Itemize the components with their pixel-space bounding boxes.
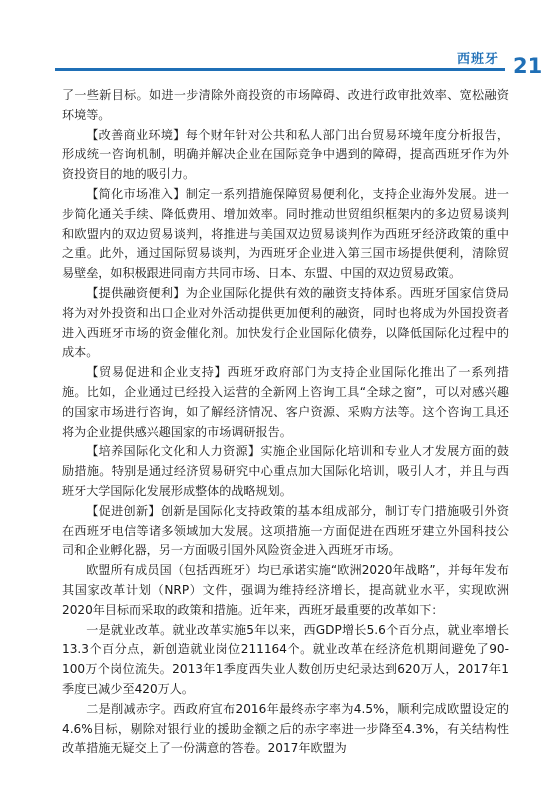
paragraph: 了一些新目标。如进一步清除外商投资的市场障碍、改进行政审批效率、宽松融资环境等。 xyxy=(62,88,509,122)
page-number: 21 xyxy=(513,54,543,78)
header-rule xyxy=(55,68,505,71)
page-header xyxy=(0,0,559,84)
paragraph: 【改善商业环境】每个财年针对公共和私人部门出台贸易环境年度分析报告，形成统一咨询机制，明确并解决企业在国际竞争中遇到的障碍，提高西班牙作为外资投资目的地的吸引力。 xyxy=(62,127,509,182)
section-title: 西班牙 xyxy=(456,52,499,67)
body-text xyxy=(62,86,509,759)
paragraph: 【培养国际化文化和人力资源】实施企业国际化培训和专业人才发展方面的鼓励措施。特别是通过经济贸易研究中心重点加大国际化培训，吸引人才，并且与西班牙大学国际化发展形成整体的战略规划。 xyxy=(62,444,509,498)
paragraph: 【提供融资便利】为企业国际化提供有效的融资支持体系。西班牙国家信贷局将为对外投资和出口企业对外活动提供更加便利的融资，同时也将成为外国投资者进入西班牙市场的资金催化剂。加快发行企业国际化债券，以降低国际化过程中的成本。 xyxy=(62,285,509,360)
paragraph: 【促进创新】创新是国际化支持政策的基本组成部分，制订专门措施吸引外资在西班牙电信等诸多领域加大发展。这项措施一方面促进在西班牙建立外国科技公司和企业孵化器，另一方面吸引国外风险资金进入西班牙市场。 xyxy=(62,503,509,558)
paragraph: 二是削减赤字。西政府宣布2016年最终赤字率为4.5%，顺利完成欧盟设定的4.6%目标，剔除对银行业的援助金额之后的赤字率进一步降至4.3%，有关结构性改革措施无疑交上了一份满意的答卷。2017年欧盟为 xyxy=(62,701,509,756)
paragraph: 【贸易促进和企业支持】西班牙政府部门为支持企业国际化推出了一系列措施。比如，企业通过已经投入运营的全新网上咨询工具“全球之窗”，可以对感兴趣的国家市场进行咨询，如了解经济情况、客户资源、采购方法等。这个咨询工具还将为企业提供感兴趣国家的市场调研报告。 xyxy=(62,365,509,439)
paragraph: 一是就业改革。就业改革实施5年以来，西GDP增长5.6个百分点，就业率增长13.3个百分点，新创造就业岗位211164个。就业改革在经济危机期间避免了90-100万个岗位流失。2013年1季度西失业人数创历史纪录达到620万人，2017年1季度已减少至420万人。 xyxy=(62,622,509,696)
paragraph: 【简化市场准入】制定一系列措施保障贸易便利化，支持企业海外发展。进一步简化通关手续、降低费用、增加效率。同时推动世贸组织框架内的多边贸易谈判和欧盟内的双边贸易谈判，将推进与美国双边贸易谈判作为西班牙经济政策的重中之重。此外，通过国际贸易谈判，为西班牙企业进入第三国市场提供便利，清除贸易壁垒，如积极跟进同南方共同市场、日本、东盟、中国的双边贸易政策。 xyxy=(62,186,509,281)
paragraph: 欧盟所有成员国（包括西班牙）均已承诺实施“欧洲2020年战略”，并每年发布其国家改革计划（NRP）文件，强调为维持经济增长，提高就业水平，实现欧洲2020年目标而采取的政策和措施。近年来，西班牙最重要的改革如下： xyxy=(62,563,509,617)
